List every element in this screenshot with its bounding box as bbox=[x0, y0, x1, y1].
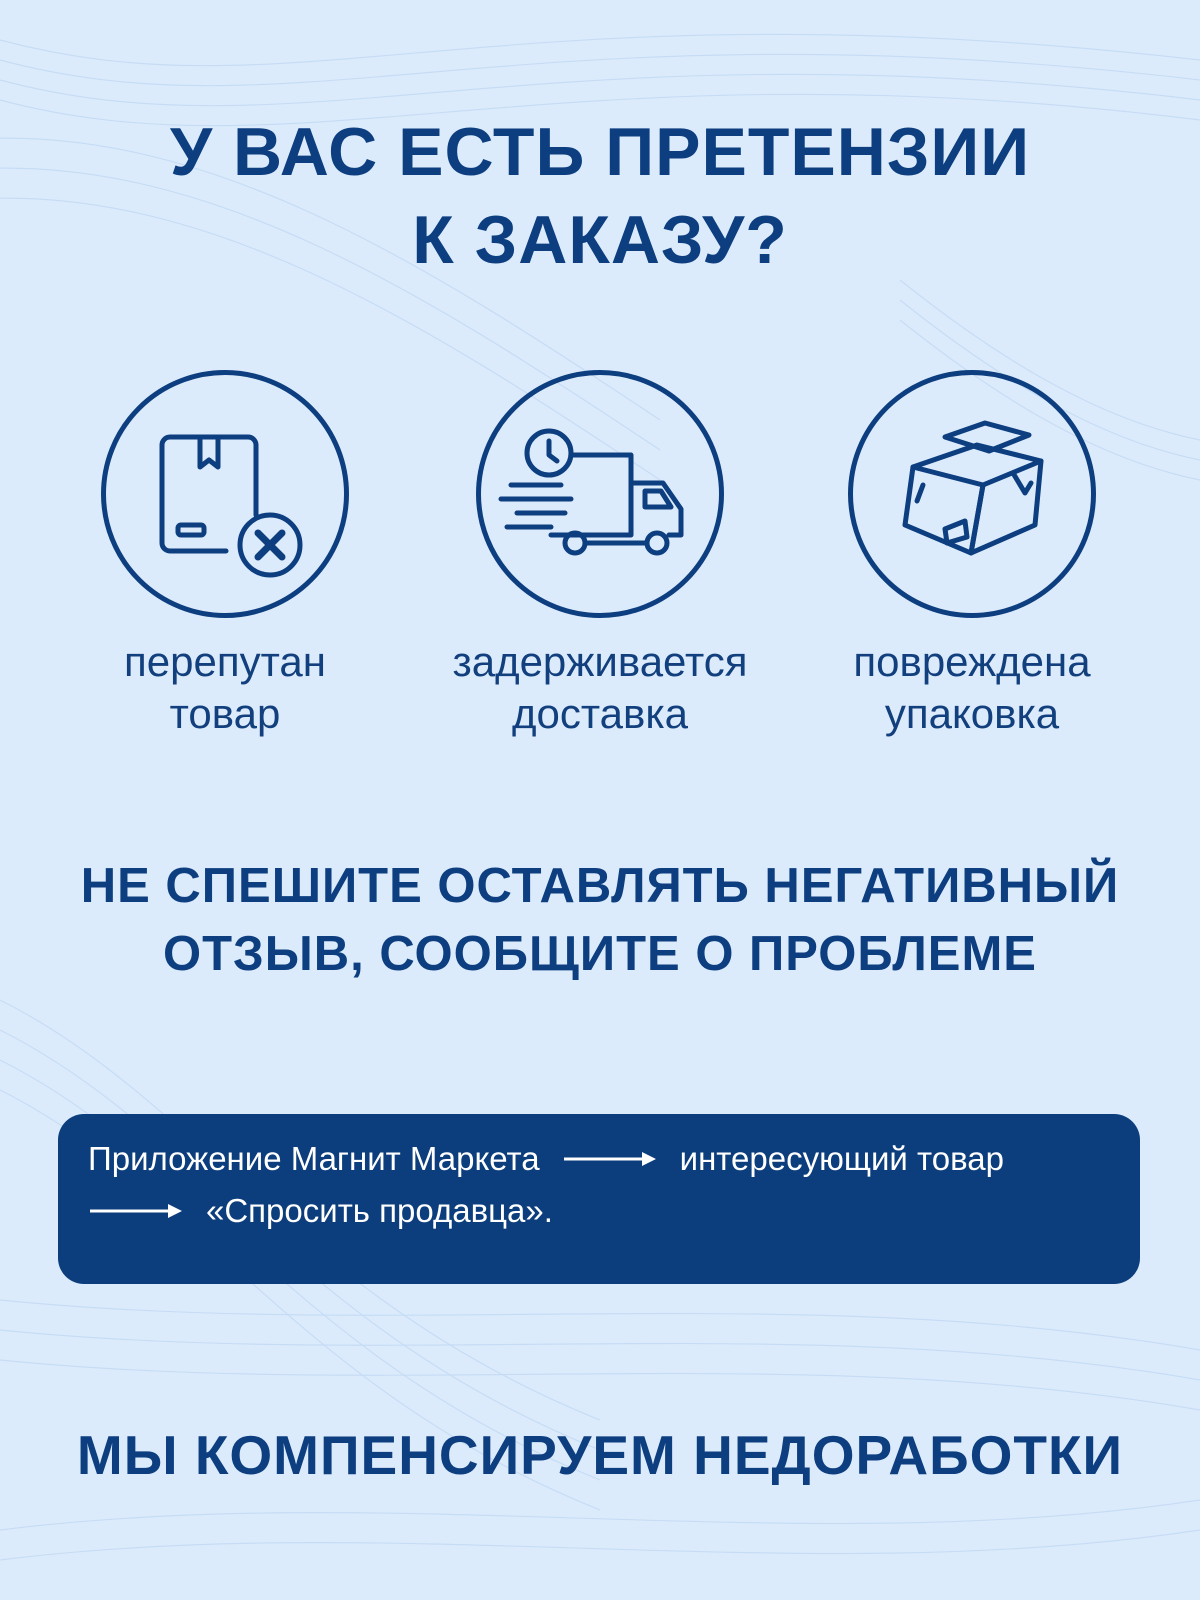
instruction-line-2 bbox=[88, 1192, 553, 1230]
issue-icon-circle bbox=[476, 370, 724, 618]
instruction-step-app: Приложение Магнит Маркета bbox=[88, 1140, 540, 1177]
delayed-delivery-truck-icon bbox=[481, 375, 719, 613]
wrong-product-box-icon bbox=[106, 375, 344, 613]
advice-line-2: ОТЗЫВ, СООБЩИТЕ О ПРОБЛЕМЕ bbox=[163, 927, 1037, 981]
instruction-step-product: интересующий товар bbox=[679, 1140, 1005, 1177]
compensation-heading: МЫ КОМПЕНСИРУЕМ НЕДОРАБОТКИ bbox=[76, 1424, 1124, 1486]
issue-label: перепутан товар bbox=[124, 638, 326, 737]
title-line-1: У ВАС ЕСТЬ ПРЕТЕНЗИИ bbox=[169, 114, 1031, 190]
issue-label: повреждена упаковка bbox=[853, 638, 1091, 737]
right-arrow-icon bbox=[88, 1201, 184, 1221]
page-title bbox=[0, 108, 1200, 284]
instruction-step-ask-seller: «Спросить продавца». bbox=[206, 1192, 553, 1229]
instruction-panel bbox=[58, 1114, 1140, 1284]
right-arrow-icon bbox=[562, 1149, 658, 1169]
issue-wrong-product bbox=[45, 370, 405, 740]
issues-list bbox=[0, 370, 1200, 750]
issue-delayed-delivery bbox=[420, 370, 780, 740]
issue-damaged-package bbox=[792, 370, 1152, 740]
title-line-2: К ЗАКАЗУ? bbox=[412, 202, 788, 278]
issue-label: задерживается доставка bbox=[452, 638, 748, 737]
damaged-package-icon bbox=[853, 375, 1091, 613]
instruction-line-1 bbox=[88, 1140, 1004, 1178]
advice-heading bbox=[0, 852, 1200, 988]
advice-line-1: НЕ СПЕШИТЕ ОСТАВЛЯТЬ НЕГАТИВНЫЙ bbox=[80, 859, 1120, 913]
issue-icon-circle bbox=[848, 370, 1096, 618]
issue-icon-circle bbox=[101, 370, 349, 618]
